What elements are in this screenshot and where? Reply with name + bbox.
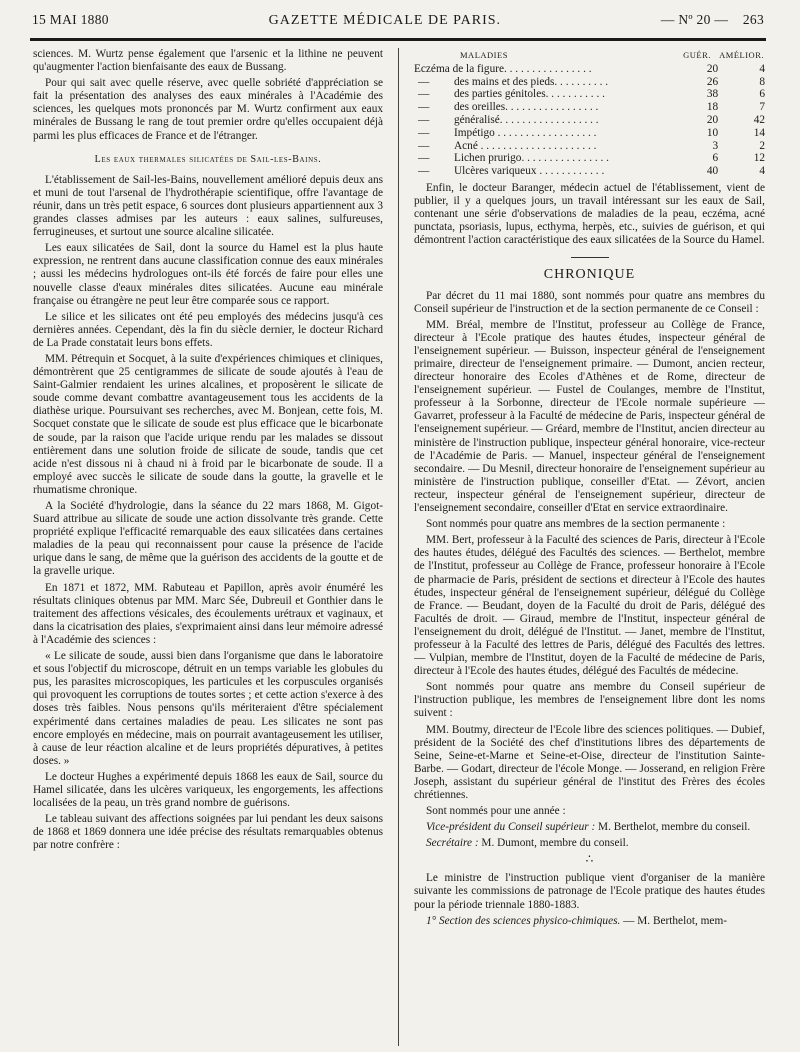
page-number: 263 <box>742 12 764 27</box>
paragraph <box>414 915 765 928</box>
left-column <box>33 48 383 1046</box>
paragraph: MM. Bréal, membre de l'Institut, professeur au Collège de France, directeur à l'Ecole pratique des hautes études, inspecteur général de l'enseignement supérieur. — Buisson, inspecteur général de l'enseignement primaire, directeur de l'enseignement primaire. — Dumont, ancien recteur, directeur honoraire des Ecoles d'Athènes et de Rome, directeur de l'enseignement supérieur. — Fustel de Coulanges, membre de l'Institut, professeur à la Sorbonne, directeur de l'Ecole normale supérieure — Gavarret, professeur à la Faculté de médecine de Paris, inspecteur général de l'enseignement supérieur. — Gréard, membre de l'Institut, ancien directeur au ministère de l'instruction publique, inspecteur général honoraire, vice-recteur de l'Académie de Paris. — Manuel, inspecteur général de l'enseignement secondaire. — Du Mesnil, directeur honoraire de l'enseignement supérieur au ministère de l'instruction publique, conseiller d'Etat. — Zévort, ancien recteur, inspecteur général de l'enseignement supérieur, directeur de l'enseignement secondaire, conseiller d'Etat en service extraordinaire. <box>414 318 765 515</box>
improved-count: 2 <box>759 139 765 152</box>
issue-number: — Nº 20 — <box>660 12 729 27</box>
disease-cell <box>414 88 682 101</box>
improved-count: 8 <box>759 75 765 88</box>
table-body <box>414 63 765 178</box>
improved-count: 4 <box>759 62 765 75</box>
paragraph: Le silice et les silicates ont été peu employés des médecins jusqu'à ces dernières années. Cependant, dès la fin du siècle dernier, le docteur Richard de La Prade constatait leurs bons effets. <box>33 310 383 349</box>
role-holder: M. Berthelot, membre du conseil. <box>595 821 751 834</box>
header-rule <box>30 38 766 41</box>
table-row <box>414 88 765 101</box>
paragraph: MM. Boutmy, directeur de l'Ecole libre des sciences politiques. — Dubief, président de la Société des chef d'institutions libres des départements de Seine, Seine-et-Marne et Seine-et-Oise, directeur de l'institution Sainte-Barbe. — Godart, directeur de l'école Monge. — Josserand, en religion Frère Joseph, assistant du supérieur général de l'institut des Frères des écoles chrétiennes. <box>414 723 765 801</box>
improved-count: 12 <box>753 152 765 165</box>
improved-count: 7 <box>759 101 765 114</box>
cured-count: 20 <box>706 113 719 126</box>
section-title: CHRONIQUE <box>543 267 636 283</box>
cured-count: 3 <box>712 139 719 152</box>
disease-name: Lichen prurigo. . . . . . . . . . . . . . . . <box>454 152 609 165</box>
role-holder: M. Dumont, membre du conseil. <box>478 837 629 850</box>
paragraph: Les eaux silicatées de Sail, dont la source du Hamel est la plus haute expression, ne rentrent dans aucune classification connue des eaux minérales ; aussi les médecins hydrologues ont-ils été forcés de faire pour elles une nouvelle classe d'eaux minérales dites silicatées. Aucune eau minérale française ou étrangère ne peut leur être comparée sous ce rapport. <box>33 242 383 307</box>
disease-cell <box>414 63 682 76</box>
section-rule <box>571 257 609 258</box>
table-row <box>414 152 765 165</box>
ditto-mark: — <box>418 152 430 165</box>
section-label: 1° Section des sciences physico-chimiques. <box>426 914 621 927</box>
cured-count: 6 <box>712 152 719 165</box>
paragraph: Sont nommés pour quatre ans membres de la section permanente : <box>426 518 726 531</box>
disease-cell <box>414 152 682 165</box>
role-label: Secrétaire : <box>426 837 479 850</box>
ditto-mark: — <box>418 88 430 101</box>
ditto-mark: — <box>418 101 430 114</box>
disease-name: Acné . . . . . . . . . . . . . . . . . . . . . <box>454 139 597 152</box>
cured-count: 40 <box>706 165 719 178</box>
paragraph: Pour qui sait avec quelle réserve, avec quelle sobriété d'appréciation se fait la présentation des analyses des eaux minérales à l'Académie des sciences, les quelques mots prononcés par M. Wurtz confirment aux eaux minérales de Bussang le rang de tout premier ordre qu'elles occupaient déjà parmi les plus efficaces de France et de l'étranger. <box>33 77 383 142</box>
ditto-mark: — <box>418 126 430 139</box>
disease-name: généralisé. . . . . . . . . . . . . . . . . . <box>454 113 599 126</box>
column-header-cured: GUÉR. <box>683 50 711 60</box>
disease-name: Impétigo . . . . . . . . . . . . . . . . . . <box>454 126 597 139</box>
table-row <box>414 76 765 89</box>
paragraph: Le tableau suivant des affections soignées par lui pendant les deux saisons de 1868 et 1869 donnera une idée précise des résultats remarquables obtenus par notre confrère : <box>33 813 383 852</box>
paragraph: Sont nommés pour une année : <box>426 805 566 818</box>
issue-page <box>661 12 764 28</box>
paragraph <box>414 821 765 834</box>
asterism: ∴ <box>585 852 594 867</box>
ditto-mark: — <box>418 139 430 152</box>
right-column <box>414 48 765 1046</box>
column-divider <box>398 48 399 1046</box>
paragraph: L'établissement de Sail-les-Bains, nouvellement amélioré depuis deux ans et muni de tout l'arsenal de l'hydrothérapie scientifique, offre l'avantage de réunir, dans un très petit espace, 6 sources dont plusieurs appartiennent aux 3 grandes classes admises par les auteurs : eaux salines, sulfureuses, ferrugineuses, et surtout une source alcaline silicatée. <box>33 173 383 239</box>
cured-count: 18 <box>706 101 719 114</box>
ditto-mark: — <box>418 165 430 178</box>
table-row <box>414 63 765 76</box>
table-row <box>414 140 765 153</box>
paragraph: Enfin, le docteur Baranger, médecin actuel de l'établissement, vient de publier, il y a quelques jours, un travail intéressant sur les eaux de Sail, contenant une série d'observations de maladies de la peau, eczéma, acné punctata, psoriasis, lupus, ecthyma, herpès, etc., suivies de guérison, et qui démontrent l'action caractéristique des eaux silicatées de la Source du Hamel. <box>414 181 765 247</box>
paragraph: MM. Pétrequin et Socquet, à la suite d'expériences chimiques et cliniques, démontrèrent que 25 centigrammes de silicate de soude ajoutés à l'eau de Saint-Galmier rendaient les urines alcalines, et proposèrent le silicate de soude comme devant combattre avantageusement tous les accidents de la diathèse urique. Poursuivant ses recherches, avec M. Bonjean, cette fois, M. Socquet constate que le silicate de soude est plus efficace que le bicarbonate de soude, par la raison que l'acide urique rendu par les malades se dissout entièrement dans une solution froide de silicate de soude, tandis que cet acide n'est dissous ni à chaud ni à froid par le bicarbonate de soude. Il a employé avec succès le silicate de soude dans la goutte, la gravelle et le rhumatisme chronique. <box>33 352 383 496</box>
disease-name: des parties génitoles. . . . . . . . . . . <box>454 88 605 101</box>
ditto-mark: — <box>418 75 430 88</box>
results-table <box>414 48 765 178</box>
improved-count: 42 <box>753 113 765 126</box>
table-row <box>414 114 765 127</box>
paragraph: Le docteur Hughes a expérimenté depuis 1868 les eaux de Sail, source du Hamel silicatée, dans les ulcères variqueux, les engorgements, les affections localisées de la peau, un très grand nombre de guérisons. <box>33 770 383 810</box>
disease-cell <box>414 140 682 153</box>
column-header-improved: AMÉLIOR. <box>719 50 764 60</box>
cured-count: 38 <box>706 88 719 101</box>
disease-name: des oreilles. . . . . . . . . . . . . . . . . <box>454 101 599 114</box>
table-row <box>414 101 765 114</box>
section-text: — M. Berthelot, mem- <box>620 914 727 927</box>
table-row <box>414 127 765 140</box>
cured-count: 20 <box>706 62 719 75</box>
section-subheading: Les eaux thermales silicatées de Sail-les-Bains. <box>94 153 322 165</box>
disease-name: Eczéma de la figure. . . . . . . . . . . . . . . . <box>414 62 592 75</box>
table-row <box>414 165 765 178</box>
improved-count: 6 <box>759 88 765 101</box>
page-header <box>32 12 764 34</box>
column-header-disease: MALADIES <box>460 50 508 60</box>
cured-count: 10 <box>706 126 719 139</box>
issue-date: 15 MAI 1880 <box>32 12 109 27</box>
quotation: « Le silicate de soude, aussi bien dans l'organisme que dans le laboratoire et sous l'objectif du microscope, détruit en un temps variable les globules du pus, les parasites microscopiques, les particules et les corpuscules organisés qui provoquent les corruptions de toutes sortes ; et cette action s'exerce à des doses très faibles. Nous pensons qu'ils mériteraient d'être spécialement expérimenté dans certaines maladies de peau. Les silicates ne sont pas encore employés en médecine, mais on pourrait avantageusement les utiliser, à cause de leur réaction alcaline et de leurs propriétés dépuratives, à petites doses. » <box>33 650 383 767</box>
disease-name: des mains et des pieds. . . . . . . . . . <box>454 75 609 88</box>
journal-title: GAZETTE MÉDICALE DE PARIS. <box>268 13 502 28</box>
disease-name: Ulcères variqueux . . . . . . . . . . . . <box>454 165 605 178</box>
paragraph: sciences. M. Wurtz pense également que l'arsenic et la lithine ne peuvent qu'augmenter l'action bienfaisante des eaux de Bussang. <box>33 48 383 74</box>
table-header-row <box>414 48 765 63</box>
paragraph: Le ministre de l'instruction publique vient d'organiser de la manière suivante les commissions de patronage de l'Ecole pratique des hautes études pour la période triennale 1880-1883. <box>414 872 765 911</box>
disease-cell <box>414 165 682 178</box>
paragraph: MM. Bert, professeur à la Faculté des sciences de Paris, directeur à l'Ecole des hautes études, délégué des Facultés des sciences. — Berthelot, membre de l'Institut, professeur au Collège de France, professeur honoraire à l'Ecole de pharmacie de Paris, président de sections et directeur à l'Ecole des hautes études, inspecteur général de l'enseignement supérieur, délégué du Collège de France. — Beudant, doyen de la Faculté du droit de Paris, délégué des Facultés de droit. — Giraud, membre de l'Institut, inspecteur général de l'enseignement du droit, délégué de l'Institut. — Janet, membre de l'Institut, professeur à la Faculté des lettres de Paris, délégué des Facultés des lettres. — Vulpian, membre de l'Institut, doyen de la Faculté de médecine de Paris, directeur à l'Ecole des hautes études, délégué des Facultés de médecine. <box>414 534 765 678</box>
paragraph <box>414 837 765 850</box>
paragraph: Par décret du 11 mai 1880, sont nommés pour quatre ans membres du Conseil supérieur de l'instruction et de la section permanente de ce Conseil : <box>414 289 765 315</box>
disease-cell <box>414 76 682 89</box>
ditto-mark: — <box>418 113 430 126</box>
role-label: Vice-président du Conseil supérieur : <box>426 821 596 834</box>
cured-count: 26 <box>706 75 719 88</box>
disease-cell <box>414 101 682 114</box>
disease-cell <box>414 127 682 140</box>
improved-count: 4 <box>759 165 765 178</box>
paragraph: Sont nommés pour quatre ans membre du Conseil supérieur de l'instruction publique, les membres de l'enseignement libre dont les noms suivent : <box>414 681 765 720</box>
paragraph: A la Société d'hydrologie, dans la séance du 22 mars 1868, M. Gigot-Suard attribue au silicate de soude une action dissolvante très grande. Cette propriété explique l'efficacité remarquable des eaux silicatées dans certaines maladies de la peau qui reconnaissent pour cause la présence de l'acide urique dans le sang, de même que la guérison des accidents de la goutte et de la gravelle urique. <box>33 500 383 578</box>
paragraph: En 1871 et 1872, MM. Rabuteau et Papillon, après avoir énuméré les résultats cliniques obtenus par MM. Marc Sée, Dubreuil et Gonthier dans le traitement des affections vésicales, des écoulements urétraux et vaginaux, et dans la cicatrisation des plaies, s'exprimaient ainsi dans leur mémoire adressé à l'Académie des sciences : <box>33 581 383 646</box>
improved-count: 14 <box>753 126 765 139</box>
disease-cell <box>414 114 682 127</box>
